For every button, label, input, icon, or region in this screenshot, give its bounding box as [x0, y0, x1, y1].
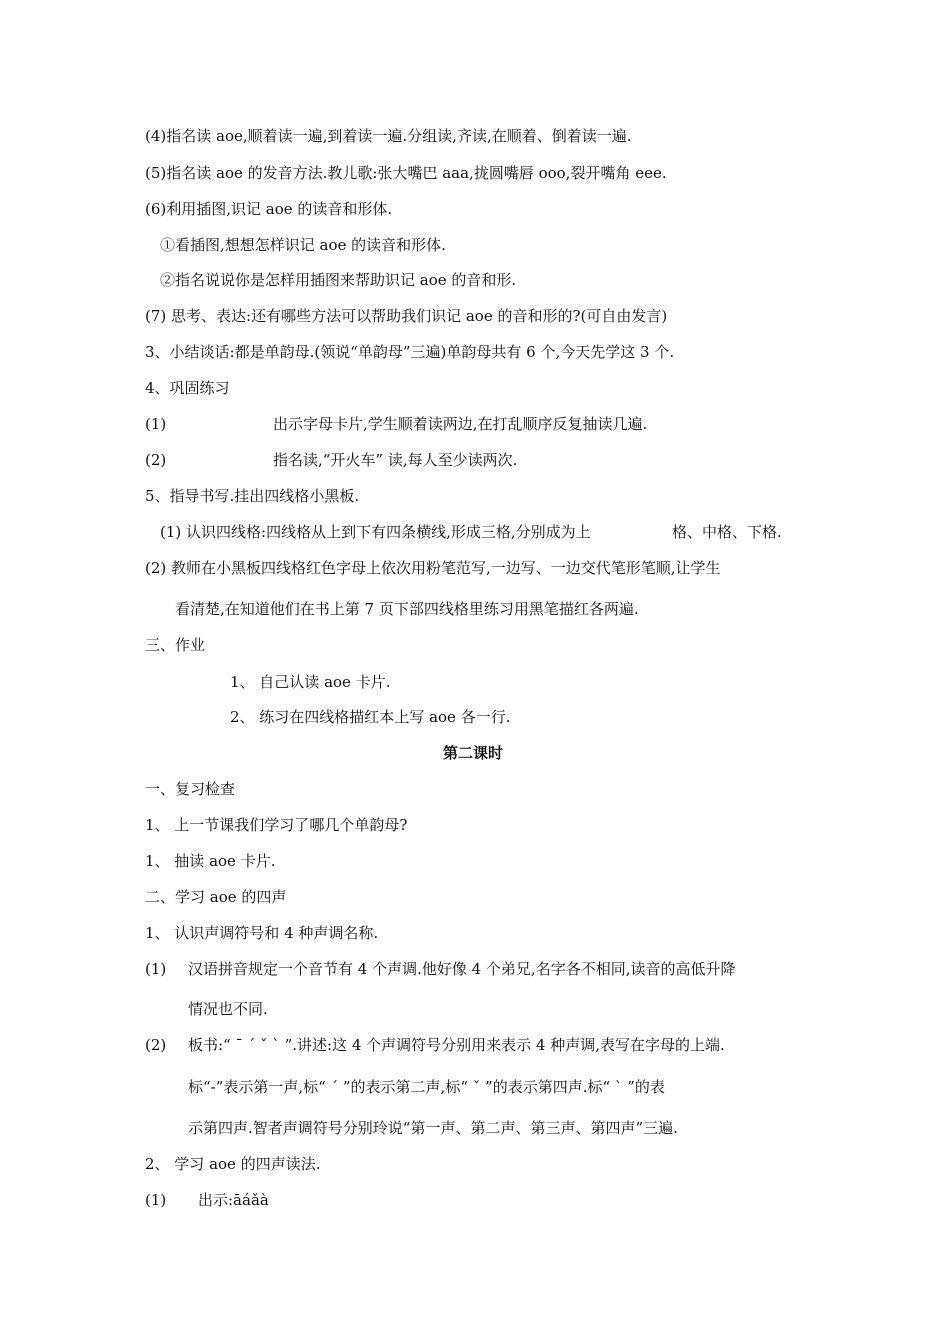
- text-line: 5、指导书写.挂出四线格小黑板.: [145, 487, 360, 505]
- list-item: 1、 抽读 aoe 卡片.: [145, 852, 276, 870]
- list-item: 1、 上一节课我们学习了哪几个单韵母?: [145, 816, 408, 834]
- text-line: 看清楚,在知道他们在书上第 7 页下部四线格里练习用黑笔描红各两遍.: [175, 600, 639, 618]
- text-line: (2) 教师在小黑板四线格红色字母上依次用粉笔范写,一边写、一边交代笔形笔顺,让学生: [145, 559, 721, 577]
- text-line: 出示字母卡片,学生顺着读两边,在打乱顺序反复抽读几遍.: [273, 415, 648, 433]
- text-line: 情况也不同.: [188, 1000, 268, 1018]
- list-number: (1): [145, 415, 167, 433]
- text-line: 出示:āáǎà: [198, 1191, 269, 1209]
- list-item: 1、 认识声调符号和 4 种声调名称.: [145, 924, 379, 942]
- list-number: (2): [145, 451, 167, 469]
- text-line: ①看插图,想想怎样识记 aoe 的读音和形体.: [160, 236, 446, 254]
- text-line: 汉语拼音规定一个音节有 4 个声调.他好像 4 个弟兄,名字各不相同,读音的高低升降: [188, 960, 736, 978]
- text-line: (5)指名读 aoe 的发音方法.教儿歌:张大嘴巴 aaa,拢圆嘴唇 ooo,裂开嘴角 eee.: [145, 164, 667, 182]
- text-line: 格、中格、下格.: [672, 523, 782, 541]
- text-line: 示第四声.智者声调符号分别玲说“第一声、第二声、第三声、第四声”三遍.: [188, 1119, 678, 1137]
- list-item: 2、 练习在四线格描红本上写 aoe 各一行.: [230, 708, 511, 726]
- lesson-title: 第二课时: [443, 744, 504, 762]
- text-line: ②指名说说你是怎样用插图来帮助识记 aoe 的音和形.: [160, 271, 517, 289]
- text-line: (4)指名读 aoe,顺着读一遍,到着读一遍.分组读,齐读,在顺着、倒着读一遍.: [145, 127, 632, 145]
- text-line: (1) 认识四线格:四线格从上到下有四条横线,形成三格,分别成为上: [160, 523, 591, 541]
- text-line: 板书:“ ˉ ˊ ˇ ˋ ”.讲述:这 4 个声调符号分别用来表示 4 种声调,表写在字母的上端.: [188, 1036, 725, 1054]
- section-heading: 二、学习 aoe 的四声: [145, 888, 287, 906]
- list-number: (2): [145, 1036, 167, 1054]
- list-item: 2、 学习 aoe 的四声读法.: [145, 1155, 321, 1173]
- text-line: 标“-”表示第一声,标“ ˊ ”的表示第二声,标“ ˇ ”的表示第四声.标“ ˋ ”的表: [188, 1078, 665, 1096]
- section-heading: 一、复习检查: [145, 780, 236, 798]
- text-line: (6)利用插图,识记 aoe 的读音和形体.: [145, 200, 393, 218]
- list-number: (1): [145, 1191, 167, 1209]
- text-line: (7) 思考、表达:还有哪些方法可以帮助我们识记 aoe 的音和形的?(可自由发言): [145, 307, 668, 325]
- text-line: 指名读,“开火车” 读,每人至少读两次.: [273, 451, 518, 469]
- section-heading: 4、巩固练习: [145, 379, 230, 397]
- section-heading: 三、作业: [145, 636, 206, 654]
- text-line: 3、小结谈话:都是单韵母.(领说“单韵母”三遍)单韵母共有 6 个,今天先学这 3 个.: [145, 343, 675, 361]
- list-item: 1、 自己认读 aoe 卡片.: [230, 673, 391, 691]
- list-number: (1): [145, 960, 167, 978]
